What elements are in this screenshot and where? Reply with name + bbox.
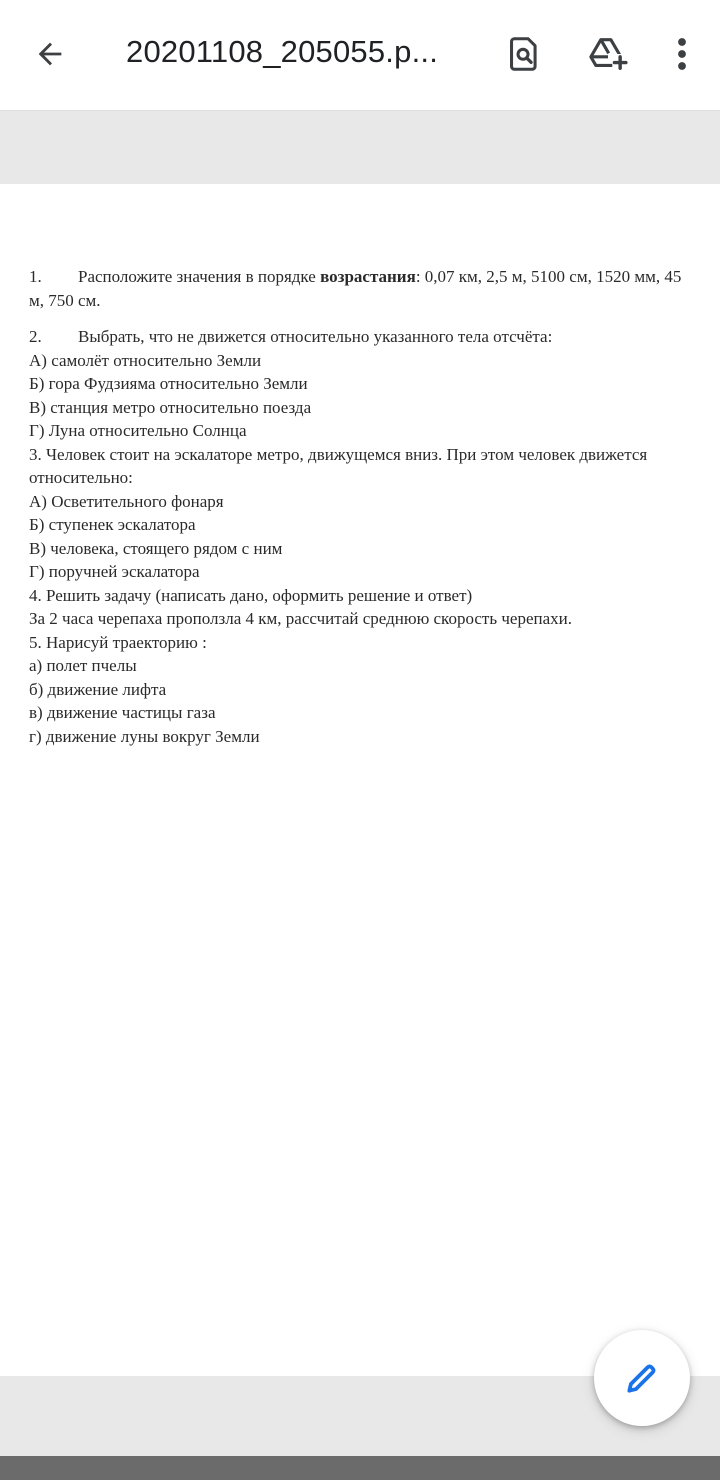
arrow-back-icon [33,37,67,71]
question-2 [29,325,689,443]
question-5-option: в) движение частицы газа [29,703,216,722]
question-1-text-before: Расположите значения в порядке [78,267,321,286]
question-2-option: Б) гора Фудзияма относительно Земли [29,374,308,393]
question-2-text: Выбрать, что не движется относительно указанного тела отсчёта: [78,327,553,346]
page-gutter-top [0,111,720,184]
question-3-option: А) Осветительного фонаря [29,491,224,511]
find-in-page-button[interactable] [496,26,552,82]
back-button[interactable] [22,26,78,82]
more-options-button[interactable] [654,26,710,82]
find-in-page-icon [507,36,541,72]
question-5-option: б) движение лифта [29,679,167,699]
edit-fab-button[interactable] [594,1330,690,1426]
question-3-option: Г) поручней эскалатора [29,562,200,581]
document-title: 20201108_205055.p... [126,34,439,69]
more-vert-icon [676,36,688,72]
question-2-option: В) станция метро относительно поезда [29,397,312,417]
question-4-text: 4. Решить задачу (написать дано, оформить решение и ответ) [29,585,473,605]
question-2-option: Г) Луна относительно Солнца [29,421,247,440]
question-3 [29,443,689,584]
question-1 [29,265,689,312]
question-3-option: В) человека, стоящего рядом с ним [29,538,283,558]
question-3-option: Б) ступенек эскалатора [29,515,196,534]
question-1-text-after: : 0,07 км, 2,5 м, 5100 см, 1520 мм, 45 м, 750 см. [29,267,682,310]
question-5-option: а) полет пчелы [29,656,137,675]
question-3-text: 3. Человек стоит на эскалаторе метро, движущемся вниз. При этом человек движется относительно: [29,444,648,487]
top-app-bar [0,0,720,111]
pdf-page [0,184,720,1376]
question-2-number: 2. [29,327,42,346]
add-to-drive-button[interactable] [580,26,636,82]
question-4-task: За 2 часа черепаха проползла 4 км, рассчитай среднюю скорость черепахи. [29,609,572,628]
question-2-option: А) самолёт относительно Земли [29,350,262,370]
question-4 [29,584,689,631]
question-5-text: 5. Нарисуй траекторию : [29,632,207,652]
document-content [29,265,689,748]
question-5 [29,631,689,749]
question-5-option: г) движение луны вокруг Земли [29,726,260,746]
question-1-number: 1. [29,267,42,286]
edit-pencil-icon [623,1359,661,1397]
question-1-bold-word: возрастания [320,267,416,286]
navigation-bar [0,1456,720,1480]
add-to-drive-icon [588,36,628,72]
